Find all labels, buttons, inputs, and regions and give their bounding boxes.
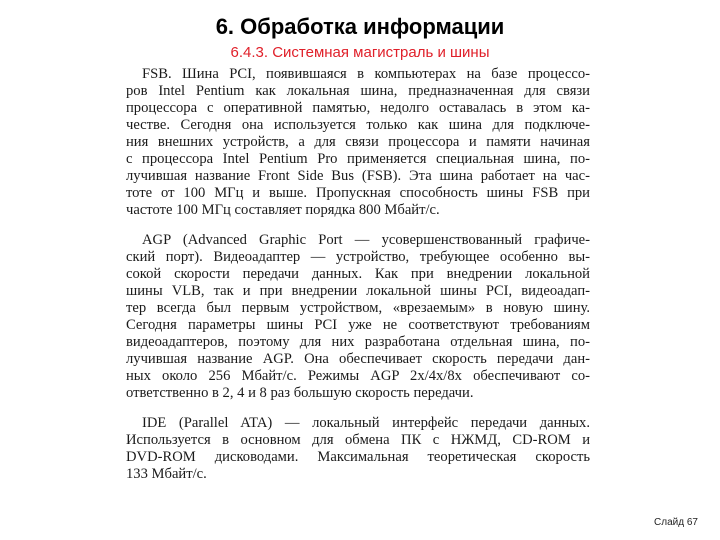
text-line: частоте 100 МГц составляет порядка 800 Мбайт/с.: [126, 202, 440, 218]
text-line: процессора с оперативной памятью, недолго оставалась в этом ка-: [126, 100, 590, 116]
scanned-text-block: [126, 66, 590, 483]
text-line: тер всегда был первым устройством, «врезаемым» в новую шину.: [126, 300, 590, 316]
text-line: AGP (Advanced Graphic Port — усовершенствованный графиче-: [142, 232, 590, 248]
text-line: лучившая название Front Side Bus (FSB). Эта шина работает на час-: [126, 168, 590, 184]
text-line: ский порт). Видеоадаптер — устройство, требующее особенно вы-: [126, 249, 590, 265]
text-line: Используется в основном для обмена ПК с НЖМД, CD-ROM и: [126, 432, 590, 448]
text-line: тоте от 100 МГц и выше. Пропускная способность шины FSB при: [126, 185, 590, 201]
text-line: FSB. Шина PCI, появившаяся в компьютерах на базе процессо-: [142, 66, 590, 82]
slide-subtitle: 6.4.3. Системная магистраль и шины: [230, 44, 490, 61]
text-line: шины VLB, так и при внедрении локальной шины PCI, видеоадап-: [126, 283, 590, 299]
paragraph-agp: [126, 232, 590, 402]
text-line: с процессора Intel Pentium Pro применяется специальная шина, по-: [126, 151, 590, 167]
text-line: Сегодня параметры шины PCI уже не соответствуют требованиям: [126, 317, 590, 333]
slide-number: Слайд 67: [654, 517, 698, 528]
text-line: лучившая название AGP. Она обеспечивает скорость передачи дан-: [126, 351, 590, 367]
text-line: ных около 256 Мбайт/с. Режимы AGP 2x/4x/8x обеспечивают со-: [126, 368, 590, 384]
slide-title: 6. Обработка информации: [215, 14, 505, 39]
text-line: 133 Мбайт/с.: [126, 466, 207, 482]
text-line: IDE (Parallel ATA) — локальный интерфейс передачи данных.: [142, 415, 590, 431]
paragraph-fsb: [126, 66, 590, 219]
text-line: DVD-ROM дисководами. Максимальная теоретическая скорость: [126, 449, 590, 465]
text-line: ров Intel Pentium как локальная шина, предназначенная для связи: [126, 83, 590, 99]
text-line: честве. Сегодня она используется только как шина для подключе-: [126, 117, 590, 133]
text-line: видеоадаптеров, поэтому для них разработана отдельная шина, по-: [126, 334, 590, 350]
text-line: сокой скорости передачи данных. Как при внедрении локальной: [126, 266, 590, 282]
text-line: ответственно в 2, 4 и 8 раз большую скорость передачи.: [126, 385, 474, 401]
paragraph-ide: [126, 415, 590, 483]
text-line: ния внешних устройств, а для связи процессора и памяти начиная: [126, 134, 590, 150]
